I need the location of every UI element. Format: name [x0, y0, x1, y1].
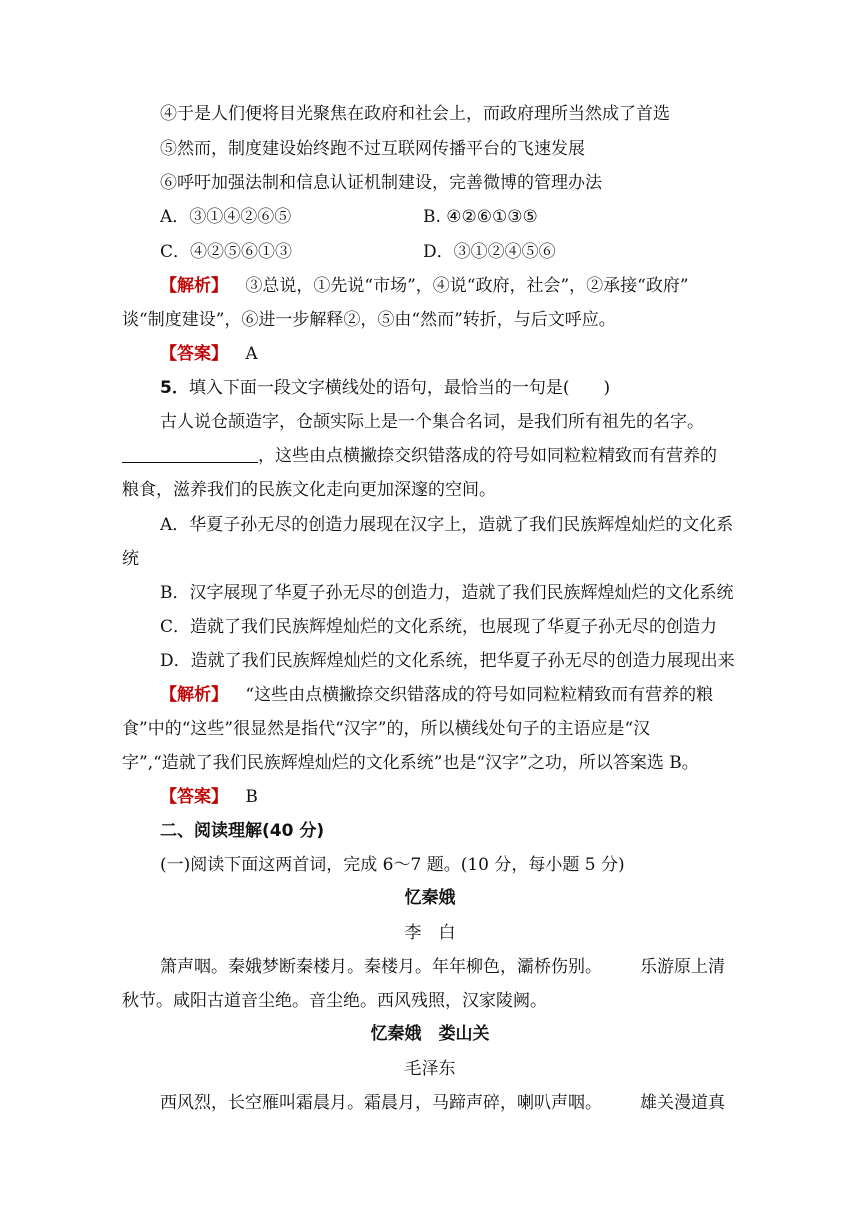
q4-answer: A [245, 344, 258, 364]
q4-analysis-tag: 【解析】 [160, 276, 228, 296]
poem-2-title: 忆秦娥 娄山关 [370, 1024, 490, 1044]
q4-option-c: C．④②⑤⑥①③ [160, 242, 293, 262]
q5-option-b: B．汉字展现了华夏子孙无尽的创造力，造就了我们民族辉煌灿烂的文化系统 [160, 583, 734, 603]
q4-option-b: B. ④②⑥①③⑤ [423, 207, 538, 227]
poem-1-title: 忆秦娥 [404, 888, 456, 908]
q5-option-d: D．造就了我们民族辉煌灿烂的文化系统，把华夏子孙无尽的创造力展现出来 [160, 651, 735, 671]
poem-1-line-1b: 乐游原上清 [640, 957, 725, 977]
q5-option-a-1: A．华夏子孙无尽的创造力展现在汉字上，造就了我们民族辉煌灿烂的文化系 [160, 515, 734, 535]
poem-1-line-1a: 箫声咽。秦娥梦断秦楼月。秦楼月。年年柳色，灞桥伤别。 [160, 957, 602, 977]
q5-passage-2: ，这些由点横撇捺交织错落成的符号如同粒粒精致而有营养的 [258, 446, 717, 466]
poem-2-line-1b: 雄关漫道真 [640, 1093, 725, 1113]
q4-analysis-line-2: 谈“制度建设”，⑥进一步解释②，⑤由“然而”转折，与后文呼应。 [122, 310, 616, 330]
q4-item-4: ④于是人们便将目光聚焦在政府和社会上，而政府理所当然成了首选 [160, 104, 670, 124]
section-sub-heading: (一)阅读下面这两首词，完成 6～7 题。(10 分，每小题 5 分) [160, 855, 625, 875]
poem-1-author: 李 白 [404, 923, 456, 943]
q5-number: 5． [160, 378, 189, 398]
q5-analysis-tag: 【解析】 [160, 685, 228, 705]
q5-passage-1: 古人说仓颉造字，仓颉实际上是一个集合名词，是我们所有祖先的名字。 [160, 412, 704, 432]
q5-passage-3: 粮食，滋养我们的民族文化走向更加深邃的空间。 [122, 480, 496, 500]
q4-item-5: ⑤然而，制度建设始终跑不过互联网传播平台的飞速发展 [160, 139, 585, 159]
q4-item-6: ⑥呼吁加强法制和信息认证机制建设，完善微博的管理办法 [160, 173, 602, 193]
q5-passage-line-2 [122, 444, 717, 468]
q5-option-a-2: 统 [122, 549, 139, 569]
q5-answer-line [160, 785, 258, 809]
q5-analysis-line-2: 食”中的“这些”很显然是指代“汉字”的，所以横线处句子的主语应是“汉 [122, 719, 651, 739]
poem-1-line-2: 秋节。咸阳古道音尘绝。音尘绝。西风残照，汉家陵阙。 [122, 991, 547, 1011]
q4-option-d: D．③①②④⑤⑥ [423, 242, 556, 262]
q4-answer-line [160, 342, 258, 366]
q5-analysis-text-1: “这些由点横撇捺交织错落成的符号如同粒粒精致而有营养的粮 [245, 685, 714, 705]
q5-option-c: C．造就了我们民族辉煌灿烂的文化系统，也展现了华夏子孙无尽的创造力 [160, 617, 718, 637]
poem-1-line-1 [160, 955, 725, 979]
poem-2-line-1a: 西风烈，长空雁叫霜晨月。霜晨月，马蹄声碎，喇叭声咽。 [160, 1093, 602, 1113]
q4-analysis-text-1: ③总说，①先说“市场”，④说“政府，社会”，②承接“政府” [245, 276, 689, 296]
q5-answer-tag: 【答案】 [160, 787, 228, 807]
q4-analysis-line-1 [160, 274, 689, 298]
poem-2-line-1 [160, 1091, 725, 1115]
q4-answer-tag: 【答案】 [160, 344, 228, 364]
poem-2-author: 毛泽东 [404, 1059, 456, 1079]
q4-option-a: A．③①④②⑥⑤ [160, 207, 292, 227]
q5-stem: 填入下面一段文字横线处的语句，最恰当的一句是( ) [188, 378, 611, 398]
section-heading: 二、阅读理解(40 分) [160, 821, 325, 841]
q5-analysis-line-3: 字”,“造就了我们民族辉煌灿烂的文化系统”也是“汉字”之功，所以答案选 B。 [122, 753, 699, 773]
fill-in-blank [122, 444, 258, 463]
q5-answer: B [245, 787, 258, 807]
q5-analysis-line-1 [160, 683, 713, 707]
q5-stem-line [160, 376, 610, 400]
